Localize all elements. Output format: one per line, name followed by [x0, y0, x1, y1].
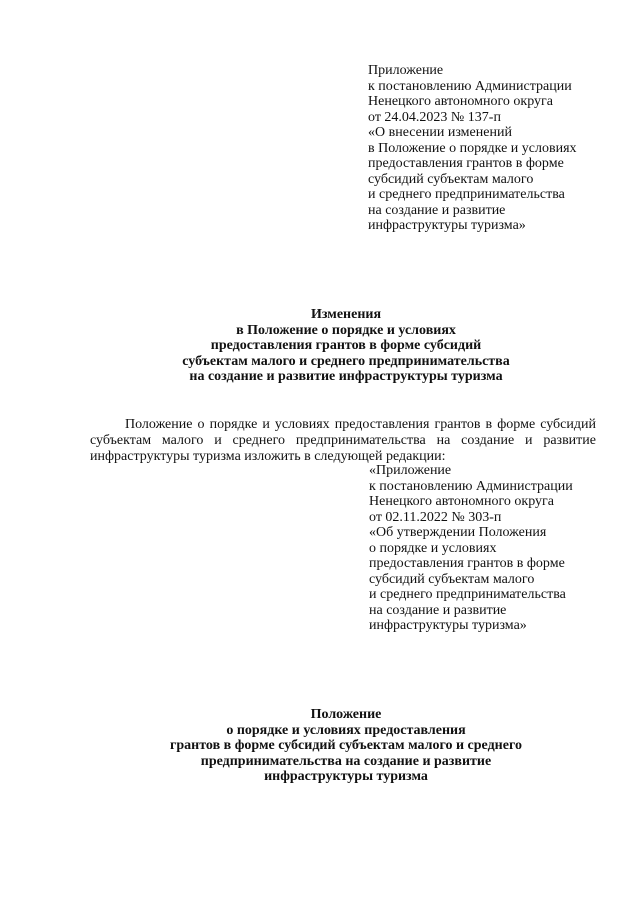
appendix-line: и среднего предпринимательства — [368, 187, 565, 202]
appendix-line: «О внесении изменений — [368, 125, 512, 140]
appendix-reference-top — [368, 63, 577, 234]
heading-line: в Положение о порядке и условиях — [236, 322, 456, 338]
appendix-line: инфраструктуры туризма» — [369, 618, 527, 633]
heading-line: грантов в форме субсидий субъектам малого и среднего — [170, 738, 522, 753]
heading-line: предоставления грантов в форме субсидий — [210, 338, 482, 353]
paragraph-line: Положение о порядке и условиях предоставления грантов в форме субсидий — [125, 417, 596, 432]
appendix-line: к постановлению Администрации — [368, 78, 572, 94]
appendix-line: Приложение — [368, 63, 444, 78]
appendix-line: в Положение о порядке и условиях — [368, 140, 577, 156]
heading-line: субъектам малого и среднего предпринимательства — [182, 353, 510, 369]
appendix-line: «Приложение — [369, 463, 452, 478]
heading-line: инфраструктуры туризма — [264, 769, 428, 784]
intro-paragraph — [90, 417, 596, 465]
appendix-line: субсидий субъектам малого — [369, 571, 535, 587]
changes-heading — [56, 307, 636, 385]
heading-line: Положение — [310, 707, 382, 722]
appendix-line: от 24.04.2023 № 137-п — [368, 109, 501, 125]
appendix-line: к постановлению Администрации — [369, 478, 573, 494]
appendix-line: субсидий субъектам малого — [368, 171, 534, 187]
appendix-reference-new — [369, 463, 573, 634]
appendix-line: предоставления грантов в форме — [369, 556, 565, 571]
paragraph-line: субъектам малого и среднего предпринимательства на создание и развитие — [90, 433, 596, 448]
paragraph-line: инфраструктуры туризма изложить в следующей редакции: — [90, 449, 446, 464]
appendix-line: о порядке и условиях — [369, 540, 497, 556]
appendix-line: предоставления грантов в форме — [368, 156, 564, 171]
heading-line: о порядке и условиях предоставления — [226, 722, 466, 738]
heading-line: предпринимательства на создание и развитие — [200, 753, 492, 769]
appendix-line: Ненецкого автономного округа — [369, 494, 554, 509]
appendix-line: Ненецкого автономного округа — [368, 94, 553, 109]
appendix-line: на создание и развитие — [369, 602, 507, 618]
appendix-line: инфраструктуры туризма» — [368, 218, 526, 233]
appendix-line: «Об утверждении Положения — [369, 525, 547, 540]
heading-line: Изменения — [310, 307, 382, 322]
heading-line: на создание и развитие инфраструктуры туризма — [189, 369, 503, 384]
appendix-line: от 02.11.2022 № 303-п — [369, 509, 502, 525]
appendix-line: и среднего предпринимательства — [369, 587, 566, 602]
appendix-line: на создание и развитие — [368, 202, 506, 218]
regulation-heading — [56, 707, 636, 785]
